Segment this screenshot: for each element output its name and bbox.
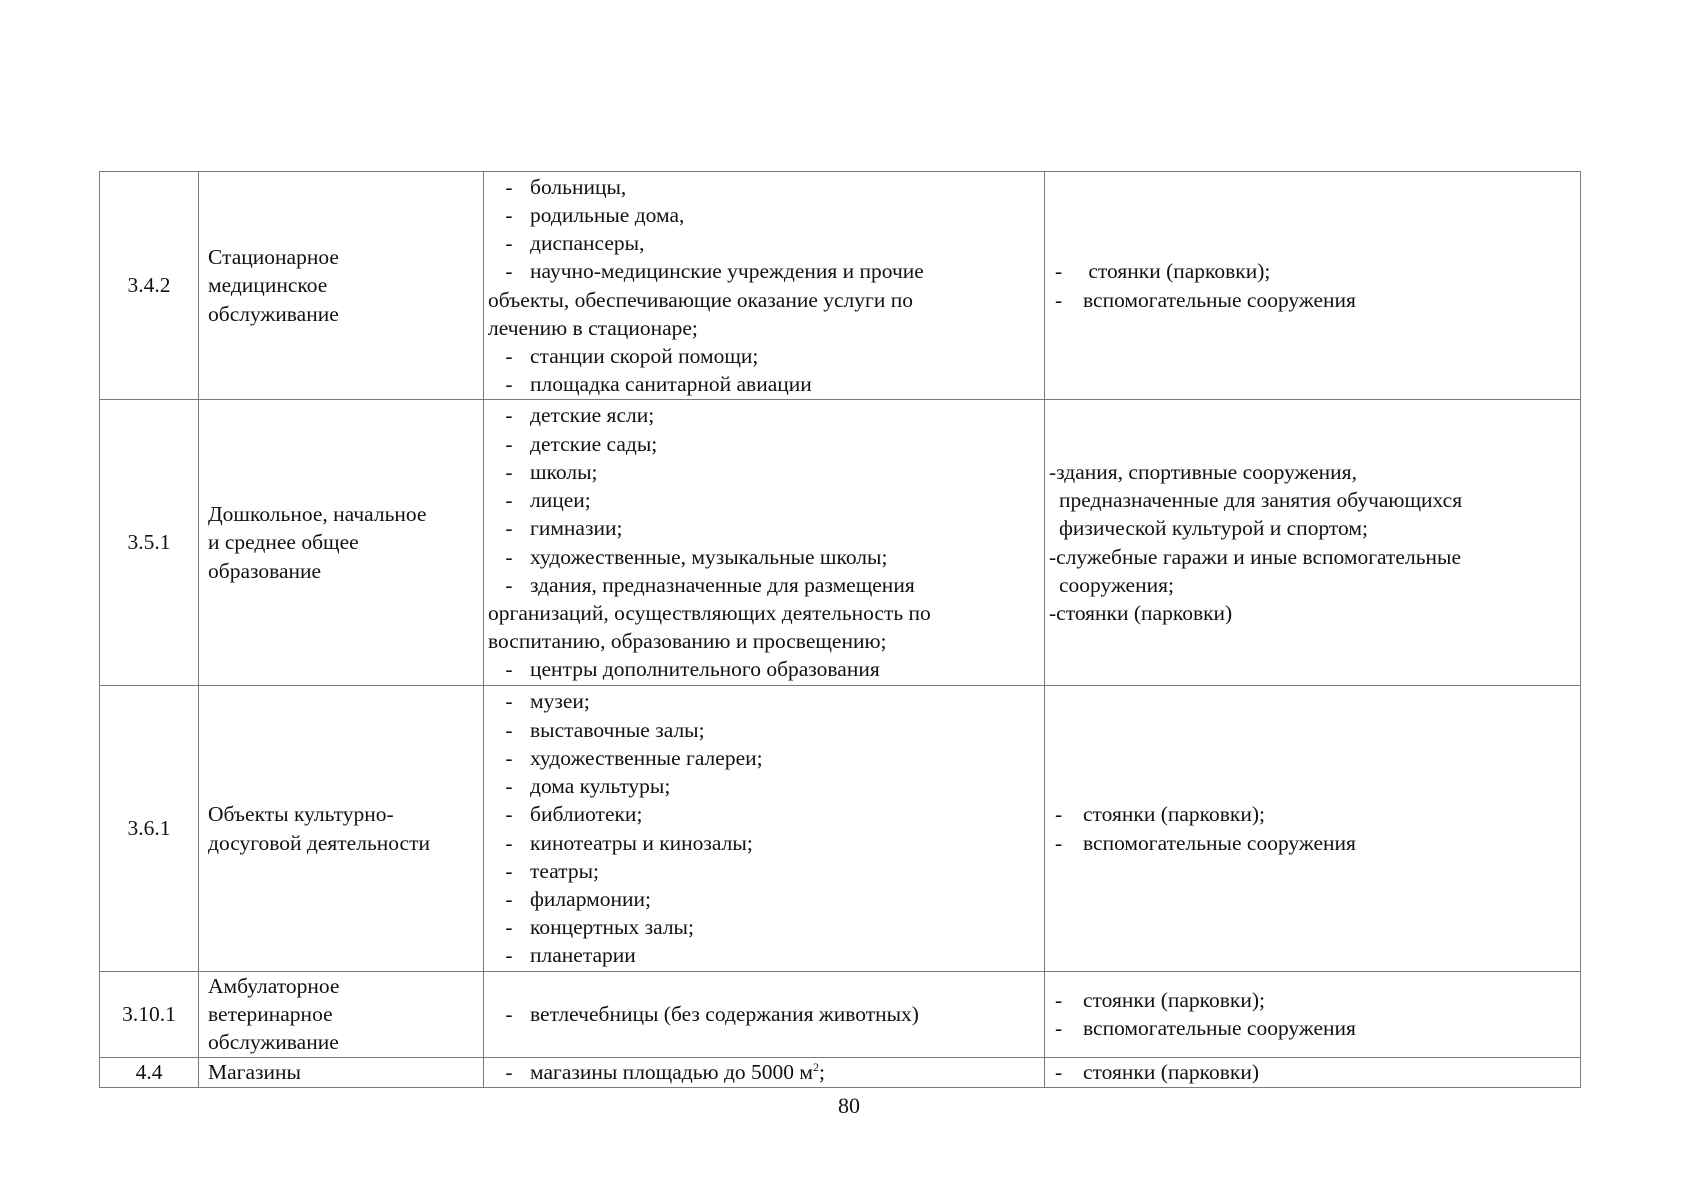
row-main-uses (484, 1057, 1045, 1087)
main-list-item (488, 655, 1044, 683)
main-list-item (488, 744, 1044, 772)
row-main-uses (484, 686, 1045, 972)
aux-list-line: -служебные гаражи и иные вспомогательные (1049, 544, 1462, 569)
dash-marker: - (1055, 802, 1063, 827)
main-item-text: художественные галереи; (530, 745, 763, 770)
row-name-line: Амбулаторное (208, 974, 340, 998)
main-item-text: диспансеры, (530, 231, 645, 256)
dash-marker: - (505, 886, 513, 911)
aux-list-line: физической культурой и спортом; (1059, 516, 1368, 541)
main-item-text: филармонии; (530, 886, 651, 911)
aux-list-item (1049, 286, 1580, 314)
dash-marker: - (505, 943, 513, 968)
item-suffix: ; (819, 1060, 825, 1084)
dash-marker: - (505, 657, 513, 682)
dash-marker: - (505, 915, 513, 940)
row-main-uses (484, 172, 1045, 400)
main-list-item (488, 257, 1044, 285)
dash-marker: - (505, 544, 513, 569)
main-item-text: библиотеки; (530, 802, 643, 827)
row-name (199, 1057, 484, 1087)
row-auxiliary-uses (1045, 686, 1581, 972)
main-list-line: организаций, осуществляющих деятельность по (488, 600, 931, 625)
main-list-item (488, 370, 1044, 398)
main-list-item (488, 229, 1044, 257)
main-item-text: научно-медицинские учреждения и прочие (530, 259, 924, 284)
dash-marker: - (505, 516, 513, 541)
main-item-text: лицеи; (530, 488, 591, 513)
dash-marker: - (505, 830, 513, 855)
row-name-line: Стационарное (208, 245, 339, 270)
dash-marker: - (505, 372, 513, 397)
row-auxiliary-uses (1045, 172, 1581, 400)
main-list-item (488, 543, 1044, 571)
main-list-item (488, 829, 1044, 857)
dash-marker: - (505, 802, 513, 827)
dash-marker: - (505, 488, 513, 513)
main-list-item (488, 1058, 1044, 1086)
row-name (199, 972, 484, 1058)
row-code: 3.4.2 (100, 172, 199, 400)
row-name-line: досуговой деятельности (208, 830, 430, 855)
main-item-text: больницы, (530, 174, 627, 199)
dash-marker: - (1055, 830, 1063, 855)
row-name-line: Дошкольное, начальное (208, 502, 427, 527)
dash-marker: - (505, 717, 513, 742)
aux-item-text: стоянки (парковки); (1083, 802, 1266, 827)
dash-marker: - (505, 689, 513, 714)
main-list-item (488, 342, 1044, 370)
main-list-item (488, 716, 1044, 744)
main-list-item (488, 173, 1044, 201)
aux-list-line: -здания, спортивные сооружения, (1049, 459, 1357, 484)
main-item-text: центры дополнительного образования (530, 657, 880, 682)
main-item-text: детские сады; (530, 431, 658, 456)
row-name-line: и среднее общее (208, 530, 359, 555)
dash-marker: - (505, 572, 513, 597)
row-main-uses (484, 400, 1045, 686)
main-list-line: лечению в стационаре; (488, 315, 698, 340)
dash-marker: - (505, 231, 513, 256)
dash-marker: - (1055, 1016, 1063, 1041)
aux-list-item (1049, 1014, 1580, 1042)
dash-marker: - (505, 858, 513, 883)
aux-list-item (1049, 986, 1580, 1014)
aux-list-line: -стоянки (парковки) (1049, 600, 1233, 625)
dash-marker: - (505, 202, 513, 227)
main-list-line: объекты, обеспечивающие оказание услуги по (488, 287, 913, 312)
aux-item-text: стоянки (парковки) (1083, 1060, 1260, 1084)
row-name-line: обслуживание (208, 1030, 339, 1055)
aux-list-item (1049, 1058, 1580, 1086)
aux-item-text: вспомогательные сооружения (1083, 830, 1356, 855)
main-item-text: ветлечебницы (без содержания животных) (530, 1002, 919, 1027)
main-item-text: гимназии; (530, 516, 623, 541)
aux-item-text: вспомогательные сооружения (1083, 1016, 1356, 1041)
land-use-table (99, 171, 1581, 1088)
main-list-item (488, 885, 1044, 913)
dash-marker: - (1055, 259, 1063, 284)
row-code: 3.5.1 (100, 400, 199, 686)
row-auxiliary-uses (1045, 972, 1581, 1058)
main-item-text: театры; (530, 858, 600, 883)
dash-marker: - (1055, 287, 1063, 312)
main-item-text: кинотеатры и кинозалы; (530, 830, 753, 855)
main-item-text: родильные дома, (530, 202, 685, 227)
dash-marker: - (505, 174, 513, 199)
row-name (199, 400, 484, 686)
aux-item-text: стоянки (парковки); (1083, 259, 1271, 284)
dash-marker: - (505, 1060, 513, 1084)
aux-list-line: предназначенные для занятия обучающихся (1059, 488, 1463, 513)
page-number: 80 (838, 1093, 860, 1118)
table-row (100, 972, 1581, 1058)
dash-marker: - (505, 259, 513, 284)
row-main-uses (484, 972, 1045, 1058)
main-item-text: концертных залы; (530, 915, 694, 940)
main-list-item (488, 486, 1044, 514)
main-list-item (488, 1000, 1044, 1028)
main-item-text: планетарии (530, 943, 636, 968)
main-list-item (488, 514, 1044, 542)
main-item-text: магазины площадью до 5000 м (530, 1060, 813, 1084)
main-list-item (488, 430, 1044, 458)
dash-marker: - (505, 1002, 513, 1027)
main-item-text: выставочные залы; (530, 717, 705, 742)
dash-marker: - (1055, 1060, 1063, 1084)
main-list-item (488, 401, 1044, 429)
main-list-item (488, 800, 1044, 828)
dash-marker: - (505, 459, 513, 484)
main-item-text: площадка санитарной авиации (530, 372, 812, 397)
row-name-line: образование (208, 558, 322, 583)
main-item-text: здания, предназначенные для размещения (530, 572, 915, 597)
row-auxiliary-uses (1045, 400, 1581, 686)
aux-item-text: стоянки (парковки); (1083, 988, 1266, 1013)
row-code: 4.4 (100, 1057, 199, 1087)
table-row (100, 1057, 1581, 1087)
main-item-text: детские ясли; (530, 403, 655, 428)
row-name-line: обслуживание (208, 301, 339, 326)
dash-marker: - (505, 431, 513, 456)
aux-list-item (1049, 800, 1580, 828)
table-row (100, 172, 1581, 400)
main-list-item (488, 772, 1044, 800)
dash-marker: - (1055, 988, 1063, 1013)
main-list-line: воспитанию, образованию и просвещению; (488, 629, 887, 654)
main-item-text: станции скорой помощи; (530, 343, 759, 368)
main-list-item (488, 201, 1044, 229)
main-list-item (488, 913, 1044, 941)
row-code: 3.6.1 (100, 686, 199, 972)
row-code: 3.10.1 (100, 972, 199, 1058)
aux-list-line: сооружения; (1059, 572, 1174, 597)
main-list-item (488, 941, 1044, 969)
row-name-line: Магазины (208, 1060, 301, 1084)
main-item-text: школы; (530, 459, 598, 484)
aux-list-item (1049, 829, 1580, 857)
dash-marker: - (505, 745, 513, 770)
main-item-text: музеи; (530, 689, 590, 714)
row-name-line: медицинское (208, 273, 328, 298)
table-row (100, 686, 1581, 972)
row-name (199, 172, 484, 400)
dash-marker: - (505, 343, 513, 368)
row-auxiliary-uses (1045, 1057, 1581, 1087)
dash-marker: - (505, 774, 513, 799)
row-name (199, 686, 484, 972)
aux-list-item (1049, 257, 1580, 285)
table-body (100, 172, 1581, 1088)
row-name-line: ветеринарное (208, 1002, 333, 1027)
aux-item-text: вспомогательные сооружения (1083, 287, 1356, 312)
superscript: 2 (813, 1059, 819, 1074)
main-list-item (488, 857, 1044, 885)
main-list-item (488, 687, 1044, 715)
main-item-text: художественные, музыкальные школы; (530, 544, 888, 569)
main-list-item (488, 458, 1044, 486)
dash-marker: - (505, 403, 513, 428)
main-item-text: дома культуры; (530, 774, 671, 799)
main-list-item (488, 571, 1044, 599)
row-name-line: Объекты культурно- (208, 802, 394, 827)
table-row (100, 400, 1581, 686)
